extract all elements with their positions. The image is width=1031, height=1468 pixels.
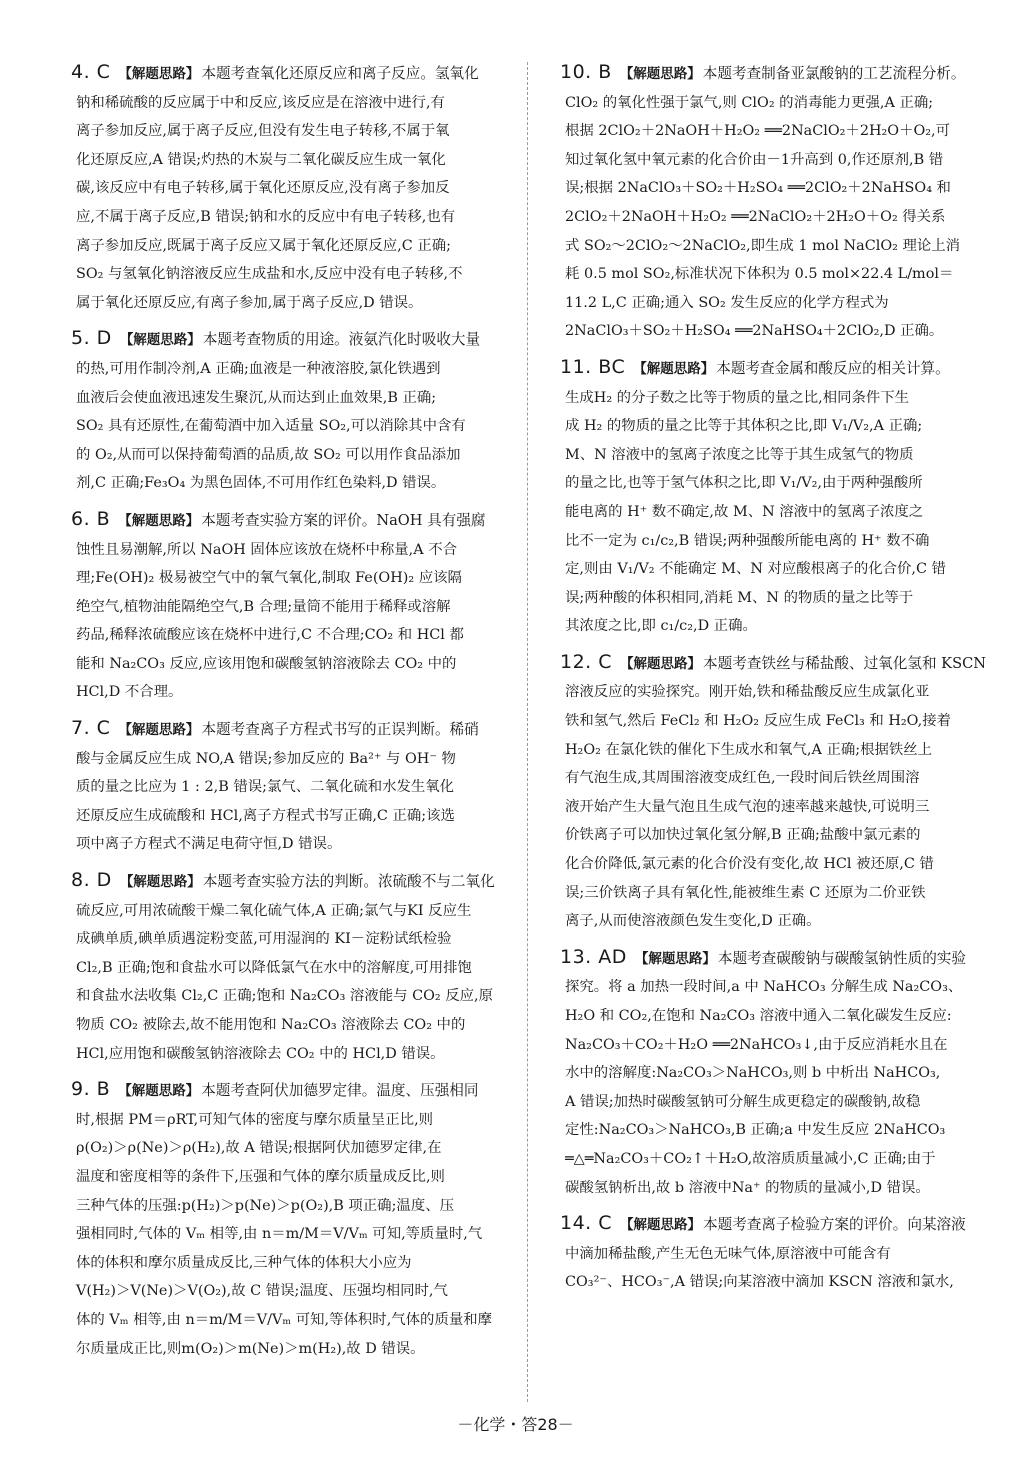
question-number: 4. C [71,61,111,83]
explanation-line: 剂,C 正确;Fe₃O₄ 为黑色固体,不可用作红色染料,D 错误。 [76,475,446,492]
explanation-line: 误;两种酸的体积相同,消耗 M、N 的物质的量之比等于 [565,589,914,606]
explanation-line: 成碘单质,碘单质遇淀粉变蓝,可用湿润的 KI－淀粉试纸检验 [76,931,452,948]
explanation-line: 定性:Na₂CO₃＞NaHCO₃,B 正确;a 中发生反应 2NaHCO₃ [565,1122,946,1139]
answer-item [545,1209,990,1297]
solution-tag: 【解题思路】 [620,655,702,672]
explanation-line: 强相同时,气体的 Vₘ 相等,由 n＝m/M＝V/Vₘ 可知,等质量时,气 [76,1226,483,1243]
question-number: 7. C [71,717,111,740]
explanation-line: 酸与金属反应生成 NO,A 错误;参加反应的 Ba²⁺ 与 OH⁻ 物 [76,750,456,767]
explanation-line: 蚀性且易潮解,所以 NaOH 固体应该放在烧杯中称量,A 不合 [76,541,457,558]
solution-tag: 【解题思路】 [119,874,201,891]
answer-item-head [56,324,514,355]
explanation-line: 还原反应生成硫酸和 HCl,离子方程式书写正确,C 正确;该选 [76,807,455,824]
explanation-line: 能和 Na₂CO₃ 反应,应该用饱和碳酸氢钠溶液除去 CO₂ 中的 [76,655,457,672]
explanation-line: 钠和稀硫酸的反应属于中和反应,该反应是在溶液中进行,有 [76,94,445,111]
explanation-line: 离子,从而使溶液颜色发生变化,D 正确。 [565,913,821,930]
explanation-first-line: 本题考查实验方法的判断。浓硫酸不与二氧化 [202,873,495,891]
answer-item-head [56,505,514,536]
explanation-line: 碳酸氢钠析出,故 b 溶液中Na⁺ 的物质的量减小,D 错误。 [565,1179,930,1196]
explanation-line: SO₂ 具有还原性,在葡萄酒中加入适量 SO₂,可以消除其中含有 [76,418,466,435]
explanation-line: 体的体积和摩尔质量成反比,三种气体的体积大小应为 [76,1254,412,1271]
answer-item-head [545,648,990,679]
solution-tag: 【解题思路】 [118,722,200,739]
explanation-line: ρ(O₂)＞ρ(Ne)＞ρ(H₂),故 A 错误;根据阿伏加德罗定律,在 [76,1140,442,1157]
explanation-line: 中滴加稀盐酸,产生无色无味气体,原溶液中可能含有 [565,1245,891,1262]
question-number: 8. D [71,869,112,892]
explanation-line: 离子参加反应,属于离子反应,但没有发生电子转移,不属于氧 [76,123,450,140]
explanation-line: ClO₂ 的氧化性强于氯气,则 ClO₂ 的消毒能力更强,A 正确; [565,94,934,111]
explanation-line: 误;三价铁离子具有氧化性,能被维生素 C 还原为二价亚铁 [565,884,926,901]
explanation-first-line: 本题考查铁丝与稀盐酸、过氧化氢和 KSCN [703,654,987,672]
explanation-first-line: 本题考查离子检验方案的评价。向某溶液 [703,1216,966,1234]
solution-tag: 【解题思路】 [119,332,201,349]
explanation-line: 硫反应,可用浓硫酸干燥二氧化硫气体,A 正确;氯气与KI 反应生 [76,902,472,919]
answer-item [545,58,990,346]
explanation-line: H₂O₂ 在氯化铁的催化下生成水和氧气,A 正确;根据铁丝上 [565,741,933,758]
solution-tag: 【解题思路】 [620,1217,702,1234]
explanation-line: CO₃²⁻、HCO₃⁻,A 错误;向某溶液中滴加 KSCN 溶液和氯水, [565,1274,954,1291]
explanation-line: 溶液反应的实验探究。刚开始,铁和稀盐酸反应生成氯化亚 [565,684,930,701]
explanation-line: 生成H₂ 的分子数之比等于物质的量之比,相同条件下生 [565,389,910,406]
explanation-line: 式 SO₂～2ClO₂～2NaClO₂,即生成 1 mol NaClO₂ 理论上消 [565,237,961,254]
solution-tag: 【解题思路】 [118,512,200,529]
explanation-line: ═△═Na₂CO₃＋CO₂↑＋H₂O,故溶质质量减小,C 正确;由于 [565,1150,936,1167]
explanation-line: 有气泡生成,其周围溶液变成红色,一段时间后铁丝周围溶 [565,770,920,787]
answer-item-head [56,866,514,897]
solution-tag: 【解题思路】 [118,66,200,82]
explanation-line: 的 O₂,从而可以保持葡萄酒的品质,故 SO₂ 可以用作食品添加 [76,446,461,463]
explanation-first-line: 本题考查物质的用途。液氨汽化时吸收大量 [202,331,481,349]
explanation-line: 能电离的 H⁺ 数不确定,故 M、N 溶液中的氢离子浓度之 [565,503,924,520]
explanation-first-line: 本题考查制备亚氯酸钠的工艺流程分析。 [702,65,966,82]
page-footer: －化学・答28－ [457,1415,574,1434]
solution-tag: 【解题思路】 [634,950,716,967]
question-number: 10. B [560,61,612,83]
answer-item-head [545,58,990,89]
question-number: 13. AD [560,945,627,968]
explanation-first-line: 本题考查实验方案的评价。NaOH 具有强腐 [201,511,486,529]
solution-tag: 【解题思路】 [633,360,715,377]
explanation-first-line: 本题考查金属和酸反应的相关计算。 [716,359,950,377]
explanation-line: 三种气体的压强:p(H₂)＞p(Ne)＞p(O₂),B 项正确;温度、压 [76,1197,454,1214]
question-number: 9. B [71,1078,111,1101]
explanation-line: 离子参加反应,既属于离子反应又属于氧化还原反应,C 正确; [76,237,451,254]
column-divider [527,62,528,1402]
answer-item [545,353,990,641]
explanation-line: 药品,稀释浓硫酸应该在烧杯中进行,C 不合理;CO₂ 和 HCl 都 [76,627,464,644]
explanation-line: HCl,D 不合理。 [76,684,183,701]
explanation-line: 时,根据 PM＝ρRT,可知气体的密度与摩尔质量呈正比,则 [76,1111,434,1128]
explanation-line: 水中的溶解度:Na₂CO₃＞NaHCO₃,则 b 中析出 NaHCO₃, [565,1065,941,1082]
answer-item [545,648,990,936]
explanation-line: 比不一定为 c₁/c₂,B 错误;两种强酸所能电离的 H⁺ 数不确 [565,532,930,549]
question-number: 14. C [560,1212,613,1235]
answer-item-head [56,714,514,745]
explanation-line: 和食盐水法收集 Cl₂,C 正确;饱和 Na₂CO₃ 溶液能与 CO₂ 反应,原 [76,988,493,1005]
answer-item [56,324,514,498]
explanation-line: 化还原反应,A 错误;灼热的木炭与二氧化碳反应生成一氧化 [76,151,446,168]
right-column [545,58,990,1304]
explanation-line: 知过氧化氢中氧元素的化合价由－1升高到 0,作还原剂,B 错 [565,151,944,168]
explanation-line: 温度和密度相等的条件下,压强和气体的摩尔质量成反比,则 [76,1168,445,1185]
explanation-line: Na₂CO₃＋CO₂＋H₂O ══2NaHCO₃↓,由于反应消耗水且在 [565,1036,948,1053]
explanation-line: 其浓度之比,即 c₁/c₂,D 正确。 [565,618,757,635]
explanation-line: 质的量之比应为 1 : 2,B 错误;氯气、二氧化硫和水发生氧化 [76,779,455,796]
explanation-line: 属于氧化还原反应,有离子参加,属于离子反应,D 错误。 [76,294,423,311]
explanation-line: 成 H₂ 的物质的量之比等于其体积之比,即 V₁/V₂,A 正确; [565,418,923,435]
explanation-first-line: 本题考查阿伏加德罗定律。温度、压强相同 [201,1082,479,1100]
explanation-line: 铁和氢气,然后 FeCl₂ 和 H₂O₂ 反应生成 FeCl₃ 和 H₂O,接着 [565,713,951,730]
answer-item-head [56,1075,514,1106]
explanation-line: 项中离子方程式不满足电荷守恒,D 错误。 [76,836,342,853]
explanation-line: 碳,该反应中有电子转移,属于氧化还原反应,没有离子参加反 [76,180,450,197]
answer-item [56,866,514,1068]
explanation-line: 化合价降低,氯元素的化合价没有变化,故 HCl 被还原,C 错 [565,856,934,873]
explanation-line: 11.2 L,C 正确;通入 SO₂ 发生反应的化学方程式为 [565,294,889,311]
explanation-line: 的热,可用作制冷剂,A 正确;血液是一种液溶胶,氯化铁遇到 [76,360,441,377]
answer-item-head [545,353,990,384]
answer-item [56,714,514,859]
explanation-line: Cl₂,B 正确;饱和食盐水可以降低氯气在水中的溶解度,可用排饱 [76,959,472,976]
explanation-line: 根据 2ClO₂＋2NaOH＋H₂O₂ ══2NaClO₂＋2H₂O＋O₂,可 [565,123,951,140]
left-column [56,58,514,1370]
answer-item [56,505,514,707]
explanation-line: HCl,应用饱和碳酸氢钠溶液除去 CO₂ 中的 HCl,D 错误。 [76,1045,445,1062]
explanation-line: 应,不属于离子反应,B 错误;钠和水的反应中有电子转移,也有 [76,208,456,225]
explanation-line: 液开始产生大量气泡且生成气泡的速率越来越快,可说明三 [565,798,930,815]
explanation-line: 尔质量成正比,则m(O₂)＞m(Ne)＞m(H₂),故 D 错误。 [76,1340,425,1357]
explanation-first-line: 本题考查碳酸钠与碳酸氢钠性质的实验 [717,949,966,967]
explanation-line: 定,则由 V₁/V₂ 不能确定 M、N 对应酸根离子的化合价,C 错 [565,561,946,578]
explanation-line: 探究。将 a 加热一段时间,a 中 NaHCO₃ 分解生成 Na₂CO₃、 [565,979,963,996]
explanation-line: 理;Fe(OH)₂ 极易被空气中的氧气氧化,制取 Fe(OH)₂ 应该隔 [76,570,462,587]
solution-tag: 【解题思路】 [118,1083,200,1100]
question-number: 6. B [71,507,111,530]
solution-tag: 【解题思路】 [619,66,701,82]
answer-item-head [545,1209,990,1240]
explanation-line: 2ClO₂＋2NaOH＋H₂O₂ ══2NaClO₂＋2H₂O＋O₂ 得关系 [565,208,946,225]
explanation-line: H₂O 和 CO₂,在饱和 Na₂CO₃ 溶液中通入二氧化碳发生反应: [565,1008,952,1024]
explanation-line: 物质 CO₂ 被除去,故不能用饱和 Na₂CO₃ 溶液除去 CO₂ 中的 [76,1017,466,1033]
explanation-line: 误;根据 2NaClO₃＋SO₂＋H₂SO₄ ══2ClO₂＋2NaHSO₄ 和 [565,180,951,197]
explanation-line: 耗 0.5 mol SO₂,标准状况下体积为 0.5 mol×22.4 L/mol＝ [565,266,954,283]
explanation-line: M、N 溶液中的氢离子浓度之比等于其生成氢气的物质 [565,446,914,463]
explanation-line: 价铁离子可以加快过氧化氢分解,B 正确;盐酸中氯元素的 [565,827,921,844]
explanation-line: A 错误;加热时碳酸氢钠可分解生成更稳定的碳酸钠,故稳 [565,1093,921,1110]
explanation-line: 血液后会使血液迅速发生聚沉,从而达到止血效果,B 正确; [76,389,437,406]
question-number: 5. D [71,327,112,350]
answer-item-head [545,943,990,974]
explanation-first-line: 本题考查离子方程式书写的正误判断。稀硝 [201,721,479,739]
explanation-line: SO₂ 与氢氧化钠溶液反应生成盐和水,反应中没有电子转移,不 [76,266,463,283]
explanation-line: 绝空气,植物油能隔绝空气,B 合理;量筒不能用于稀释或溶解 [76,598,451,615]
answer-item [56,58,514,317]
explanation-line: V(H₂)＞V(Ne)＞V(O₂),故 C 错误;温度、压强均相同时,气 [76,1283,448,1300]
explanation-line: 体的 Vₘ 相等,由 n＝m/M＝V/Vₘ 可知,等体积时,气体的质量和摩 [76,1311,493,1328]
question-number: 12. C [560,650,613,673]
answer-item [56,1075,514,1363]
explanation-first-line: 本题考查氧化还原反应和离子反应。氢氧化 [201,65,479,82]
explanation-line: 的量之比,也等于氢气体积之比,即 V₁/V₂,由于两种强酸所 [565,475,923,492]
explanation-line: 2NaClO₃＋SO₂＋H₂SO₄ ══2NaHSO₄＋2ClO₂,D 正确。 [565,323,944,340]
question-number: 11. BC [560,355,626,378]
answer-item-head [56,58,514,89]
answer-item [545,943,990,1202]
